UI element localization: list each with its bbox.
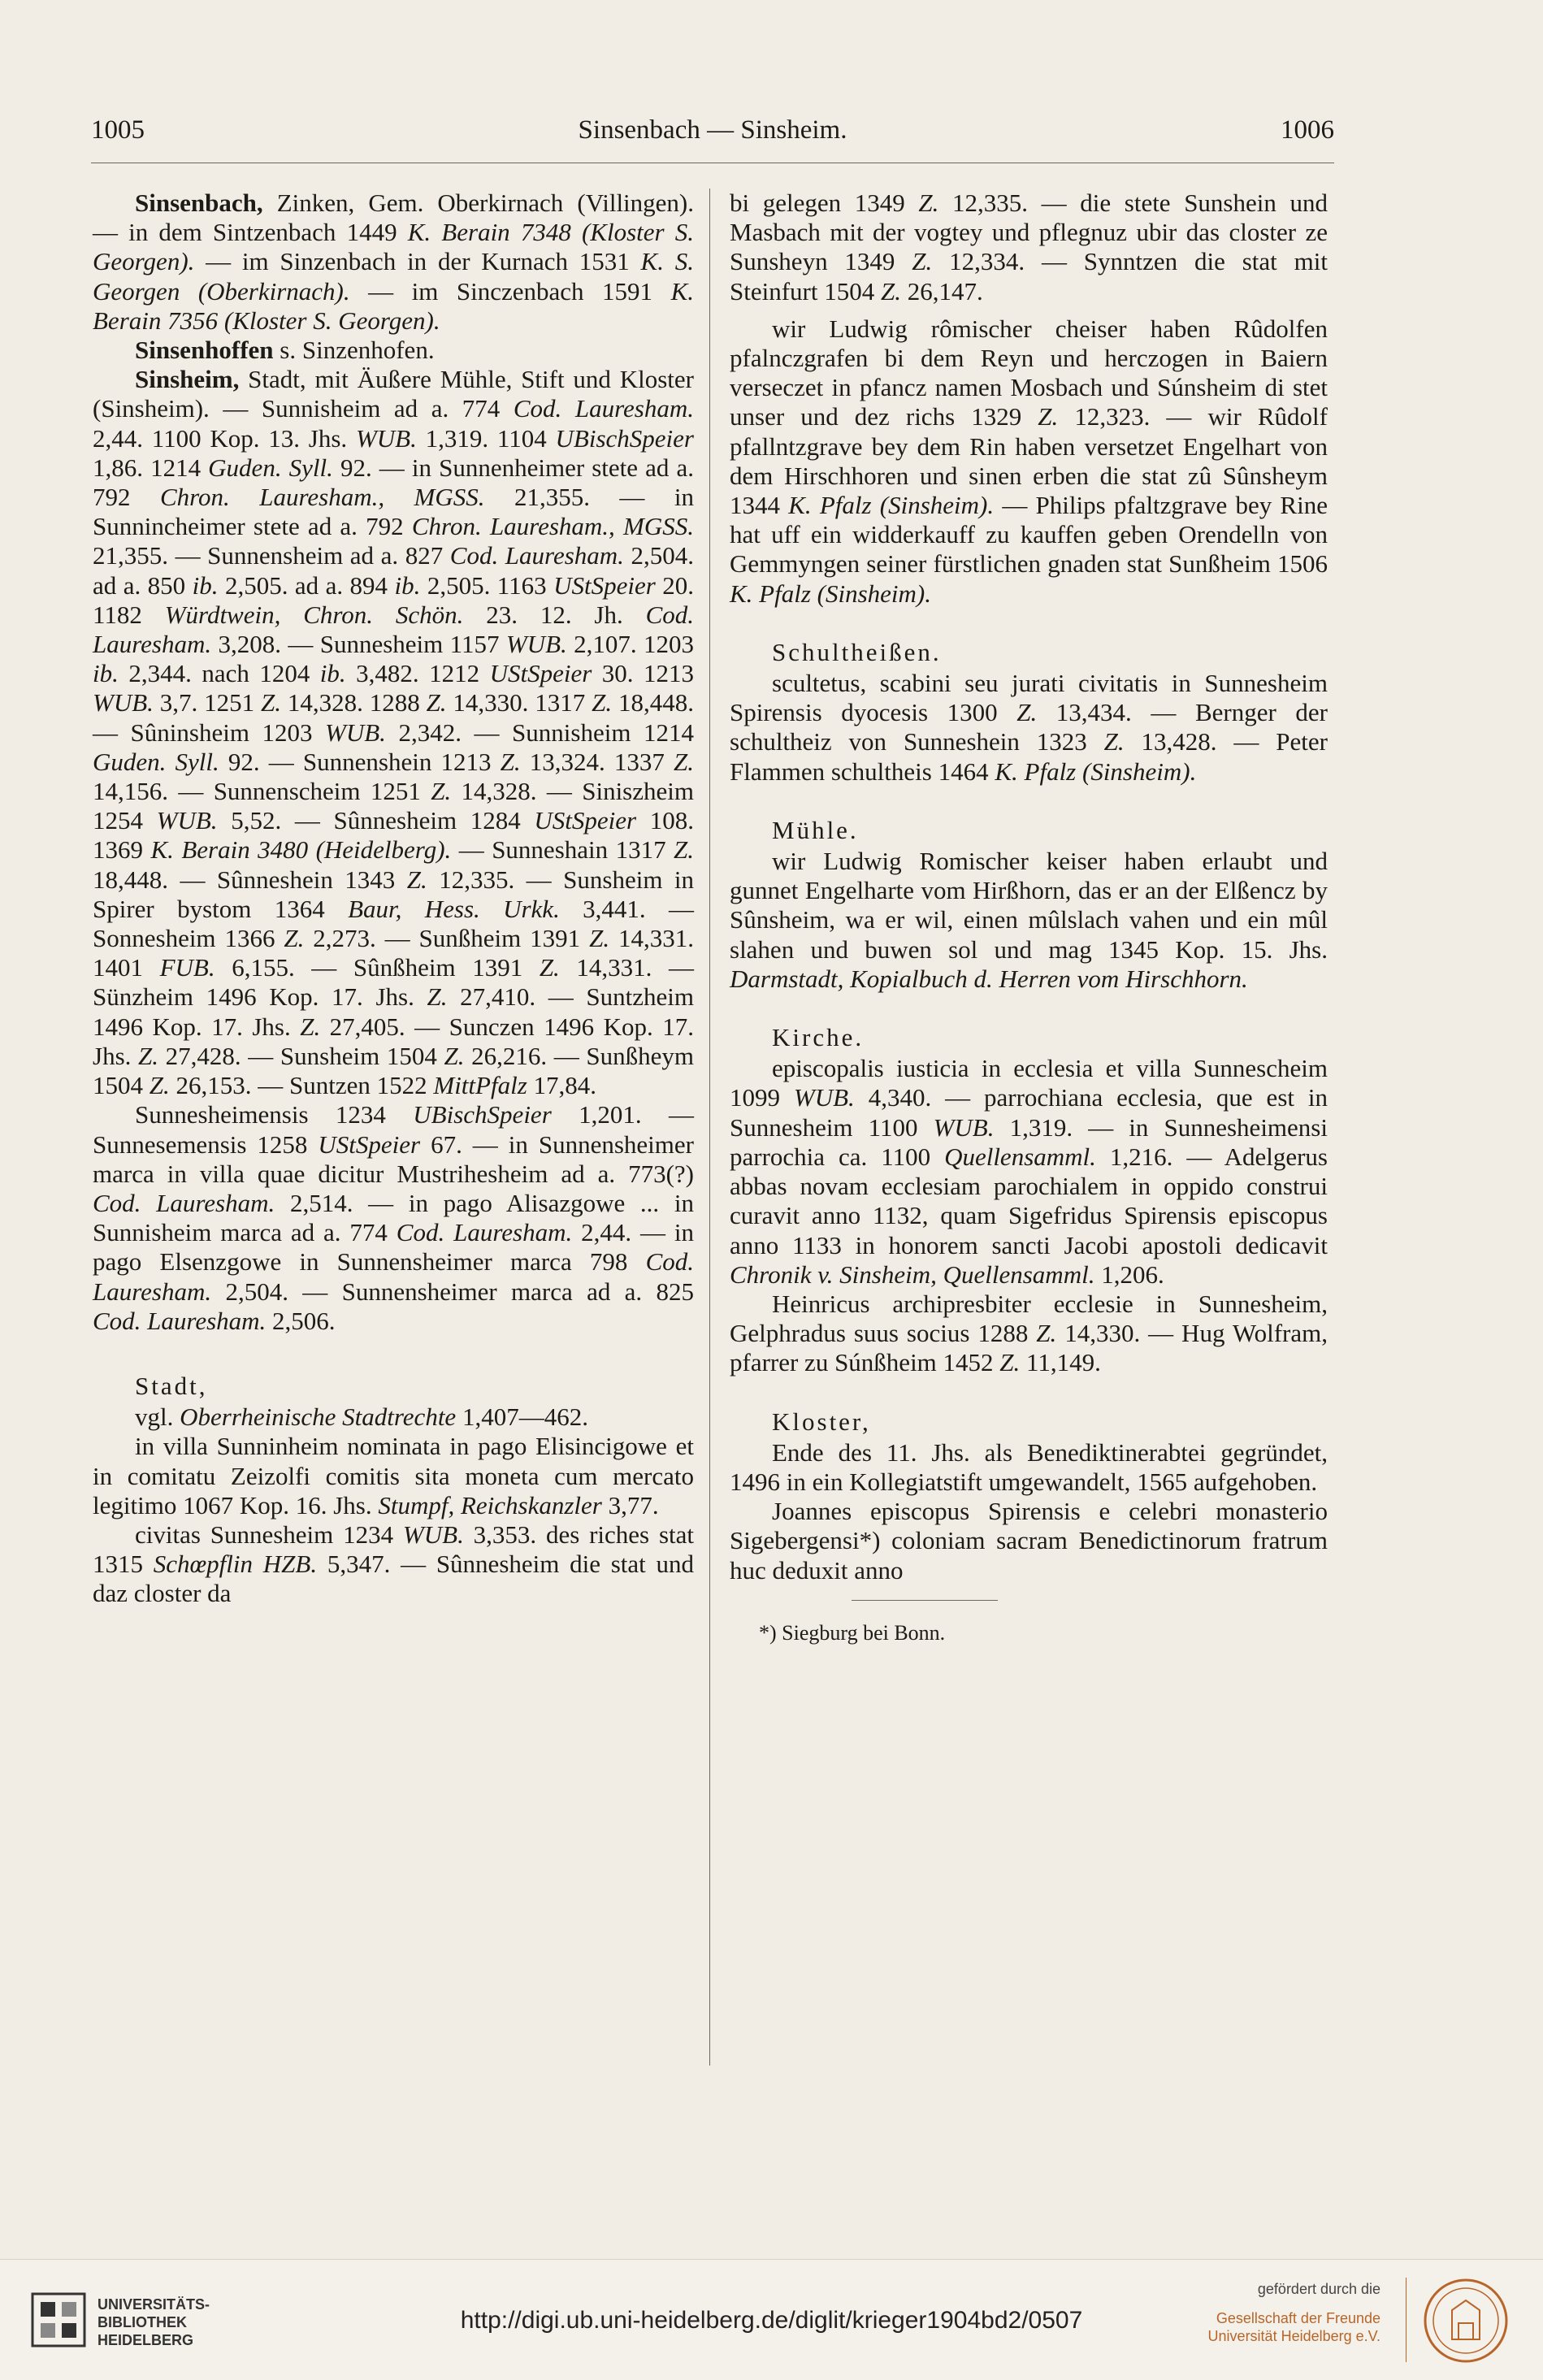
- entry-sinsenbach: Sinsenbach, Zinken, Gem. Oberkirnach (Villingen). — in dem Sintzenbach 1449 K. Berain 7348 (Kloster S. Georgen). — im Sinzenbach in der Kurnach 1531 K. S. Georgen (Oberkirnach). — im Sinczenbach 1591 K. Berain 7356 (Kloster S. Georgen).: [93, 189, 694, 335]
- section-muehle: Mühle.: [772, 815, 859, 844]
- left-page-number: 1005: [91, 115, 145, 145]
- sponsor-name-line1: Gesellschaft der Freunde: [1216, 2310, 1380, 2326]
- entry-sinsheim-latin: Sunnesheimensis 1234 UBischSpeier 1,201. — Sunnesemensis 1258 UStSpeier 67. — in Sunnensheimer marca in villa quae dicitur Mustrihesheim ad a. 773(?) Cod. Lauresham. 2,514. — in pago Alisazgowe ... in Sunnisheim marca ad a. 774 Cod. Lauresham. 2,44. — in pago Elsenzgowe in Sunnensheimer marca 798 Cod. Lauresham. 2,504. — Sunnensheimer marca ad a. 825 Cod. Lauresham. 2,506.: [93, 1100, 694, 1335]
- schultheissen-text: scultetus, scabini seu jurati civitatis in Sunnesheim Spirensis dyocesis 1300 Z. 13,434. — Bernger der schultheiz von Sunneshein 1323 Z. 13,428. — Peter Flammen schultheis 1464 K. Pfalz (Sinsheim).: [730, 669, 1328, 786]
- kloster-joannes: Joannes episcopus Spirensis e celebri monasterio Sigebergensi*) coloniam sacram Benedictinorum fratrum huc deduxit anno: [730, 1497, 1328, 1584]
- permalink-url[interactable]: http://digi.ub.uni-heidelberg.de/diglit/krieger1904bd2/0507: [460, 2307, 1083, 2334]
- kirche-heinricus: Heinricus archipresbiter ecclesie in Sunnesheim, Gelphradus suus socius 1288 Z. 14,330. — Hug Wolfram, pfarrer zu Súnßheim 1452 Z. 11,149.: [730, 1289, 1328, 1377]
- kloster-founding: Ende des 11. Jhs. als Benediktinerabtei gegründet, 1496 in ein Kollegiatstift umgewandelt, 1565 aufgehoben.: [730, 1437, 1328, 1496]
- running-title: Sinsenbach — Sinsheim.: [578, 115, 847, 145]
- left-column: [93, 189, 694, 1609]
- stadt-civitas: civitas Sunnesheim 1234 WUB. 3,353. des riches stat 1315 Schœpflin HZB. 5,347. — Sûnnesheim die stat und daz closter da: [93, 1519, 695, 1608]
- column-divider: [709, 189, 710, 2066]
- entry-sinsheim: Sinsheim, Stadt, mit Äußere Mühle, Stift und Kloster (Sinsheim). — Sunnisheim ad a. 774 Cod. Lauresham. 2,44. 1100 Kop. 13. Jhs. WUB. 1,319. 1104 UBischSpeier 1,86. 1214 Guden. Syll. 92. — in Sunnenheimer stete ad a. 792 Chron. Lauresham., MGSS. 21,355. — in Sunnincheimer stete ad a. 792 Chron. Lauresham., MGSS. 21,355. — Sunnensheim ad a. 827 Cod. Lauresham. 2,504. ad a. 850 ib. 2,505. ad a. 894 ib. 2,505. 1163 UStSpeier 20. 1182 Würdtwein, Chron. Schön. 23. 12. Jh. Cod. Lauresham. 3,208. — Sunnesheim 1157 WUB. 2,107. 1203 ib. 2,344. nach 1204 ib. 3,482. 1212 UStSpeier 30. 1213 WUB. 3,7. 1251 Z. 14,328. 1288 Z. 14,330. 1317 Z. 18,448. — Sûninsheim 1203 WUB. 2,342. — Sunnisheim 1214 Guden. Syll. 92. — Sunnenshein 1213 Z. 13,324. 1337 Z. 14,156. — Sunnenscheim 1251 Z. 14,328. — Siniszheim 1254 WUB. 5,52. — Sûnnesheim 1284 UStSpeier 108. 1369 K. Berain 3480 (Heidelberg). — Sunneshain 1317 Z. 18,448. — Sûnneshein 1343 Z. 12,335. — Sunsheim in Spirer bystom 1364 Baur, Hess. Urkk. 3,441. — Sonnesheim 1366 Z. 2,273. — Sunßheim 1391 Z. 14,331. 1401 FUB. 6,155. — Sûnßheim 1391 Z. 14,331. — Sünzheim 1496 Kop. 17. Jhs. Z. 27,410. — Suntzheim 1496 Kop. 17. Jhs. Z. 27,405. — Sunczen 1496 Kop. 17. Jhs. Z. 27,428. — Sunsheim 1504 Z. 26,216. — Sunßheym 1504 Z. 26,153. — Suntzen 1522 MittPfalz 17,84.: [93, 365, 695, 1100]
- section-kloster: Kloster,: [772, 1407, 871, 1436]
- section-kirche: Kirche.: [772, 1023, 865, 1052]
- stadt-ludwig: wir Ludwig rômischer cheiser haben Rûdolfen pfalnczgrafen bi dem Reyn und herczogen in Baiern verseczet in pfancz namen Mosbach und Súnsheim di stet unser und dez richs 1329 Z. 12,323. — wir Rûdolf pfallntzgrave bey dem Rin haben versetzet Engelhart von dem Hirschhoren und sinen erben die stat zû Sûnsheym 1344 K. Pfalz (Sinsheim). — Philips pfaltzgrave bey Rine hat uff ein widderkauff zu kauffen geben Orendelln von Gemmyngen seiner fürstlichen gnaden stat Sunßheim 1506 K. Pfalz (Sinsheim).: [730, 314, 1328, 608]
- entry-sinsenhoffen: Sinsenhoffen s. Sinzenhofen.: [135, 336, 435, 365]
- right-page-number: 1006: [1281, 115, 1334, 145]
- library-name: UNIVERSITÄTS- BIBLIOTHEK HEIDELBERG: [98, 2296, 210, 2348]
- footnote-rule: [852, 1600, 998, 1601]
- university-seal-icon: [1421, 2276, 1510, 2365]
- muehle-text: wir Ludwig Romischer keiser haben erlaubt und gunnet Engelharte vom Hirßhorn, das er an der Elßencz by Sûnsheim, wa er wil, einen mûlslach vahen und ein mûl slahen und buwen sol und mag 1345 Kop. 15. Jhs. Darmstadt, Kopialbuch d. Herren vom Hirschhorn.: [730, 847, 1328, 993]
- stadt-ref: vgl. Oberrheinische Stadtrechte 1,407—462.: [135, 1402, 588, 1432]
- running-header: [91, 115, 1334, 156]
- sponsor-block: [1208, 2281, 1380, 2345]
- footnote: *) Siegburg bei Bonn.: [759, 1620, 946, 1645]
- digitization-footer: [0, 2259, 1543, 2380]
- kirche-text: episcopalis iusticia in ecclesia et villa Sunnescheim 1099 WUB. 4,340. — parrochiana ecclesia, que est in Sunnesheim 1100 WUB. 1,319. — in Sunnesheimensi parrochia ca. 1100 Quellensamml. 1,216. — Adelgerus abbas novam ecclesiam parochialem in oppido construi curavit anno 1132, quam Sigefridus Spirensis episcopus anno 1133 in honorem sancti Jacobi apostoli dedicavit Chronik v. Sinsheim, Quellensamml. 1,206.: [730, 1054, 1328, 1289]
- section-stadt: Stadt,: [135, 1371, 208, 1400]
- section-schultheissen: Schultheißen.: [772, 637, 942, 666]
- sponsor-name-line2: Universität Heidelberg e.V.: [1207, 2328, 1380, 2344]
- right-column: [730, 189, 1328, 1648]
- sponsor-intro: gefördert durch die: [1257, 2281, 1380, 2297]
- stadt-continued: bi gelegen 1349 Z. 12,335. — die stete Sunshein und Masbach mit der vogtey und pflegnuz ubir das closter ze Sunsheyn 1349 Z. 12,334. — Synntzen die stat mit Steinfurt 1504 Z. 26,147.: [730, 189, 1328, 306]
- stadt-villa: in villa Sunninheim nominata in pago Elisincigowe et in comitatu Zeizolfi comitis sita moneta cum mercato legitimo 1067 Kop. 16. Jhs. Stumpf, Reichskanzler 3,77.: [93, 1432, 694, 1519]
